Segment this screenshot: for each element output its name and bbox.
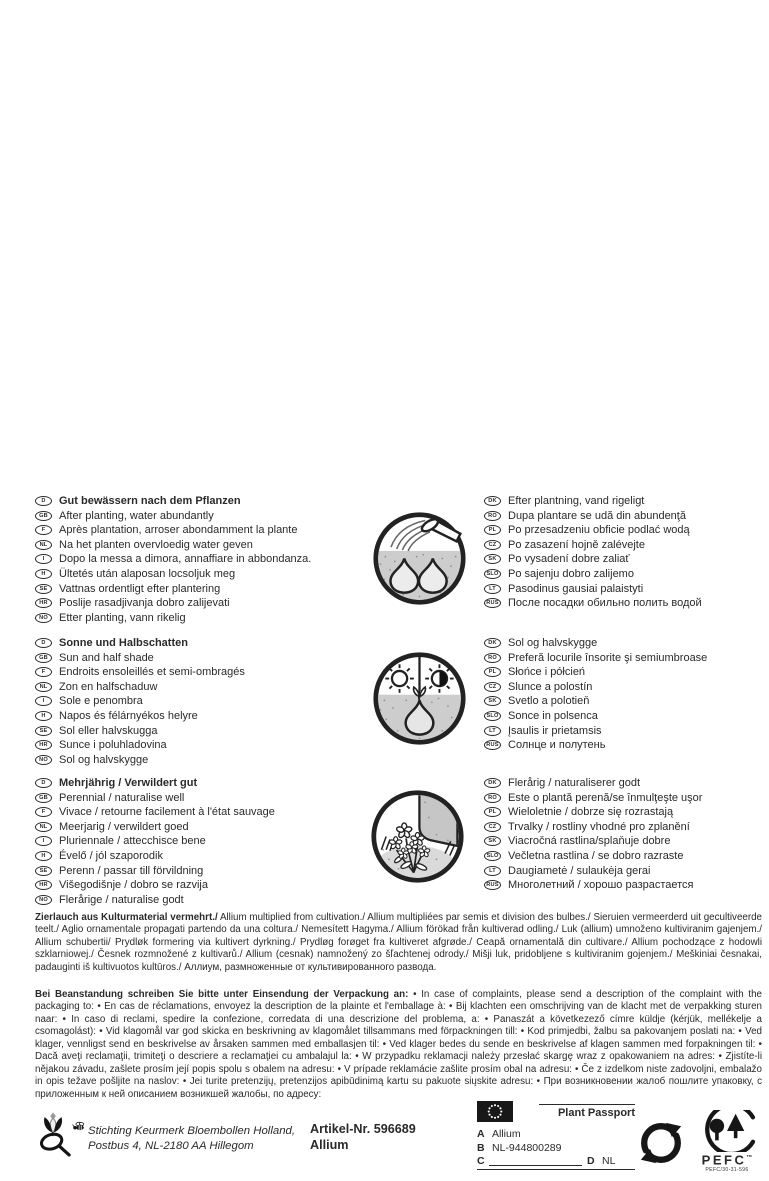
instruction-text: Este o plantă perenă/se înmulţeşte uşor	[508, 791, 703, 804]
section-perennial-left-column	[35, 776, 275, 907]
language-instruction-row	[484, 723, 707, 738]
green-dot-recycling-icon	[640, 1122, 682, 1164]
instruction-text: Na het planten overvloedig water geven	[59, 538, 253, 551]
language-instruction-row	[484, 596, 702, 611]
instruction-text: Meerjarig / verwildert goed	[59, 820, 189, 833]
language-instruction-row	[484, 581, 702, 596]
language-instruction-row	[484, 776, 702, 791]
language-code-badge: SK	[484, 554, 501, 564]
language-instruction-row	[35, 567, 311, 582]
language-instruction-row	[484, 509, 702, 524]
pefc-logo-block	[688, 1110, 766, 1173]
propagation-lead: Zierlauch aus Kulturmaterial vermehrt./	[35, 912, 218, 923]
language-code-badge: RUS	[484, 740, 501, 750]
keurmerk-address-line2: Postbus 4, NL-2180 AA Hillegom	[88, 1139, 254, 1152]
instruction-text: Svetlo a polotieň	[508, 695, 590, 708]
propagation-paragraph	[35, 912, 762, 974]
pefc-trees-icon	[688, 1110, 766, 1152]
language-instruction-row	[484, 820, 702, 835]
instruction-text: Солнце и полутень	[508, 739, 606, 752]
instruction-text: Après plantation, arroser abondamment la plante	[59, 524, 298, 537]
language-code-badge: H	[35, 569, 52, 579]
language-code-badge: LT	[484, 584, 501, 594]
sun-half-shade-icon	[372, 651, 467, 746]
language-code-badge: CZ	[484, 682, 501, 692]
watering-bulbs-icon	[372, 511, 467, 606]
instruction-text: Многолетний / хорошо разрастается	[508, 879, 694, 892]
language-instruction-row	[484, 709, 707, 724]
language-code-badge: NL	[35, 682, 52, 692]
article-number: Artikel-Nr. 596689	[310, 1122, 416, 1136]
instruction-text: Sol og halvskygge	[508, 637, 598, 650]
pp-c-line	[489, 1165, 582, 1166]
instruction-text: Po zasazení hojně zalévejte	[508, 538, 645, 551]
language-instruction-row	[35, 596, 311, 611]
language-code-badge: CZ	[484, 822, 501, 832]
language-code-badge: RO	[484, 793, 501, 803]
language-instruction-row	[35, 636, 245, 651]
instruction-text: Zon en halfschaduw	[59, 680, 158, 693]
language-code-badge: GB	[35, 653, 52, 663]
language-instruction-row	[35, 863, 275, 878]
instruction-text: После посадки обильно полить водой	[508, 597, 702, 610]
language-code-badge: NL	[35, 822, 52, 832]
language-code-badge: F	[35, 525, 52, 535]
article-name: Allium	[310, 1137, 349, 1152]
instruction-text: Daugiametė / sulaukėja gerai	[508, 864, 651, 877]
language-code-badge: LT	[484, 726, 501, 736]
instruction-text: Napos és félárnyékos helyre	[59, 710, 198, 722]
language-code-badge: SLO	[484, 851, 501, 861]
language-code-badge: D	[35, 496, 52, 506]
complaints-paragraph	[35, 989, 762, 1101]
language-code-badge: DK	[484, 778, 501, 788]
language-instruction-row	[35, 849, 275, 864]
language-instruction-row	[484, 738, 707, 753]
pp-bottom-line	[477, 1169, 635, 1170]
pefc-name: PEFC™	[701, 1152, 753, 1168]
language-instruction-row	[35, 878, 275, 893]
plant-passport-row-a	[477, 1128, 521, 1140]
language-code-badge: I	[35, 696, 52, 706]
instruction-text: Słońce i półcień	[508, 666, 586, 679]
instruction-text: Etter planting, vann rikelig	[59, 611, 186, 624]
instruction-text: Pasodinus gausiai palaistyti	[508, 582, 644, 595]
language-instruction-row	[484, 878, 702, 893]
language-instruction-row	[35, 552, 311, 567]
language-instruction-row	[484, 494, 702, 509]
language-instruction-row	[35, 752, 245, 767]
instruction-text: After planting, water abundantly	[59, 509, 214, 522]
language-instruction-row	[35, 523, 311, 538]
language-code-badge: RUS	[484, 598, 501, 608]
instruction-text: Sonne und Halbschatten	[59, 637, 188, 650]
language-instruction-row	[484, 552, 702, 567]
instruction-text: Poslije rasadjivanja dobro zalijevati	[59, 597, 230, 610]
keurmerk-address-line1: Stichting Keurmerk Bloembollen Holland,	[88, 1125, 296, 1137]
article-number-block	[310, 1122, 416, 1154]
plant-passport-box	[477, 1100, 635, 1172]
instruction-text: Po przesadzeniu obficie podlać wodą	[508, 524, 690, 537]
keurmerk-tulip-logo	[37, 1112, 71, 1160]
pp-value-a: Allium	[492, 1128, 521, 1140]
instruction-text: Viacročná rastlina/splaňuje dobre	[508, 835, 671, 848]
instruction-text: Évelő / jól szaporodik	[59, 850, 163, 862]
language-code-badge: PL	[484, 807, 501, 817]
language-instruction-row	[484, 805, 702, 820]
language-instruction-row	[35, 834, 275, 849]
instruction-text: Flerårige / naturalise godt	[59, 893, 184, 906]
language-instruction-row	[35, 694, 245, 709]
language-instruction-row	[484, 680, 707, 695]
language-instruction-row	[484, 665, 707, 680]
instruction-text: Po sajenju dobro zalijemo	[508, 568, 634, 580]
language-instruction-row	[35, 581, 311, 596]
language-code-badge: F	[35, 667, 52, 677]
instruction-text: Efter plantning, vand rigeligt	[508, 495, 645, 508]
instruction-text: Sole e penombra	[59, 695, 143, 708]
instruction-text: Sol eller halvskugga	[59, 724, 158, 737]
language-code-badge: SE	[35, 584, 52, 594]
instruction-text: Po vysadení dobre zaliať	[508, 553, 630, 566]
language-instruction-row	[484, 791, 702, 806]
language-code-badge: SE	[35, 866, 52, 876]
section-watering-right-column	[484, 494, 702, 610]
language-instruction-row	[35, 892, 275, 907]
language-code-badge: PL	[484, 667, 501, 677]
language-instruction-row	[484, 651, 707, 666]
language-instruction-row	[484, 863, 702, 878]
instruction-text: Pluriennale / attecchisce bene	[59, 835, 206, 848]
section-sun-right-column	[484, 636, 707, 752]
instruction-text: Perenn / passar till förvildning	[59, 864, 204, 877]
keurmerk-address	[88, 1124, 295, 1154]
instruction-text: Ültetés után alaposan locsoljuk meg	[59, 568, 236, 580]
plant-passport-row-b	[477, 1142, 561, 1154]
language-instruction-row	[35, 776, 275, 791]
instruction-text: Vattnas ordentligt efter plantering	[59, 582, 221, 595]
plant-passport-row-d	[587, 1155, 615, 1167]
language-code-badge: CZ	[484, 540, 501, 550]
language-code-badge: I	[35, 554, 52, 564]
language-instruction-row	[484, 849, 702, 864]
instruction-text: Preferă locurile însorite şi semiumbroase	[508, 651, 708, 664]
language-instruction-row	[35, 680, 245, 695]
language-instruction-row	[35, 538, 311, 553]
language-code-badge: DK	[484, 638, 501, 648]
instruction-text: Perennial / naturalise well	[59, 791, 185, 804]
pp-label-c: C	[477, 1155, 485, 1167]
language-instruction-row	[35, 651, 245, 666]
language-instruction-row	[35, 610, 311, 625]
language-code-badge: H	[35, 711, 52, 721]
instruction-text: Flerårig / naturaliserer godt	[508, 777, 641, 790]
pp-value-b: NL-944800289	[492, 1142, 562, 1154]
language-instruction-row	[35, 494, 311, 509]
language-code-badge: RUS	[484, 880, 501, 890]
language-code-badge: I	[35, 836, 52, 846]
eu-flag-icon	[477, 1101, 513, 1122]
language-code-badge: GB	[35, 793, 52, 803]
instruction-text: Sol og halvskygge	[59, 753, 149, 766]
language-code-badge: NO	[35, 755, 52, 765]
language-code-badge: HR	[35, 740, 52, 750]
language-code-badge: GB	[35, 511, 52, 521]
language-code-badge: DK	[484, 496, 501, 506]
language-code-badge: F	[35, 807, 52, 817]
language-instruction-row	[35, 820, 275, 835]
instruction-text: Višegodišnje / dobro se razvija	[59, 879, 208, 892]
section-sun-left-column	[35, 636, 245, 767]
language-code-badge: SLO	[484, 569, 501, 579]
language-code-badge: SLO	[484, 711, 501, 721]
language-instruction-row	[484, 636, 707, 651]
language-code-badge: RO	[484, 653, 501, 663]
pefc-certificate-code: PEFC/30-31-596	[705, 1167, 749, 1174]
language-code-badge: NO	[35, 613, 52, 623]
language-code-badge: RO	[484, 511, 501, 521]
pp-value-d: NL	[602, 1155, 616, 1167]
bee-icon	[71, 1121, 86, 1132]
language-instruction-row	[35, 723, 245, 738]
language-code-badge: D	[35, 638, 52, 648]
language-code-badge: NO	[35, 895, 52, 905]
language-instruction-row	[484, 834, 702, 849]
language-instruction-row	[484, 523, 702, 538]
instruction-text: Vivace / retourne facilement à l'état sauvage	[59, 806, 275, 819]
language-code-badge: SK	[484, 696, 501, 706]
propagation-body: Allium multiplied from cultivation./ Allium multipliées par semis et division des bulbes./ Sieruien vermeerderd uit gecultiveerde teelt./ Aglio ornamentale propagati partendo da una coltura./ Nemesített Hagyma./ Allium förökad från kultiverad odling./ Luk (allium) umnoženo kultiviranim gajenjem./ Allium schubertii/ Prydløk formering via kultivert dyrkning./ Prydløg forøget fra kultiveret afgrøde./ Ceapă ornamentală din cultivare./ Allium pochodzące z hodowli szklarniowej./ Česnek rozmnožené z kultivarů./ Allium (cesnak) namnožený zo šľachtenej odrody./ Mišji luk, pridobljene s kultiviranim gojenjem./ Meškiniai česnakai, padauginti iš kultivuotos kultūros./ Аллиум, размноженные от культивированного развода.	[35, 912, 762, 973]
language-code-badge: HR	[35, 598, 52, 608]
language-code-badge: NL	[35, 540, 52, 550]
instruction-text: Sun and half shade	[59, 651, 154, 664]
complaints-body: • In case of complaints, please send a description of the complaint with the packaging to: • En cas de réclamations, envoyez la description de la plainte et l'emballage à: • Bij klachten een omschrijving van de klacht met de verpakking sturen naar: • In caso di reclami, spedire la confezione, corredata di una descrizione del problema, a: • Panaszát a következező címre küldje (kérjük, mellékelje a csomagolást): • Vid klagomål var god skicka en beskrivning av klagomålet tillsammans med förpackningen till: • Kod primjedbi, žalbu sa pakovanjem poslati na: • Ved klager, vennligst send en beskrivelse av årsaken sammen med emballasjen til: • Ved klager bedes du sende en beskrivelse af klagen sammen med forpakningen til: • Dacă aveţi reclamaţii, trimiteţi o descriere a reclamaţiei cu ambalajul la: • W przypadku reklamacji należy przesłać skargę wraz z opakowaniem na adres: • Zjistíte-li nějakou závadu, zašlete prosím její popis spolu s obalem na adresu: • V prípade reklamácie zašlite prosím obal na adresu: • Če z izdelkom niste zadovoljni, embalažo in opis težave pošljite na naslov: • Jei turite pretenzijų, pretenzijos apibūdinimą kartu su pakuote siųskite adresu: • При возникновении жалоб пошлите упаковку, с приложенным к ней описанием возникшей жалобы, по адресу:	[35, 989, 762, 1100]
plant-passport-title: Plant Passport	[539, 1104, 635, 1119]
pefc-trademark: ™	[746, 1155, 753, 1161]
naturalising-flowers-icon	[370, 789, 465, 884]
instruction-text: Sonce in polsenca	[508, 710, 598, 722]
instruction-text: Dopo la messa a dimora, annaffiare in abbondanza.	[59, 553, 312, 566]
instruction-text: Wieloletnie / dobrze się rozrastają	[508, 806, 674, 819]
complaints-lead: Bei Beanstandung schreiben Sie bitte unter Einsendung der Verpackung an:	[35, 989, 409, 1000]
instruction-text: Gut bewässern nach dem Pflanzen	[59, 495, 241, 508]
language-instruction-row	[484, 538, 702, 553]
language-code-badge: H	[35, 851, 52, 861]
language-code-badge: SE	[35, 726, 52, 736]
language-code-badge: D	[35, 778, 52, 788]
language-code-badge: PL	[484, 525, 501, 535]
language-code-badge: LT	[484, 866, 501, 876]
language-code-badge: SK	[484, 836, 501, 846]
language-instruction-row	[35, 709, 245, 724]
language-instruction-row	[35, 791, 275, 806]
pp-label-b: B	[477, 1142, 485, 1154]
instruction-text: Slunce a polostín	[508, 680, 593, 693]
pp-label-a: A	[477, 1128, 485, 1140]
instruction-text: Sunce i poluhladovina	[59, 739, 167, 752]
language-instruction-row	[35, 509, 311, 524]
instruction-text: Dupa plantare se udă din abundenţă	[508, 509, 686, 522]
instruction-text: Mehrjährig / Verwildert gut	[59, 777, 198, 790]
language-instruction-row	[35, 805, 275, 820]
pp-label-d: D	[587, 1155, 595, 1167]
instruction-text: Endroits ensoleillés et semi-ombragés	[59, 666, 245, 679]
section-perennial-right-column	[484, 776, 702, 892]
language-instruction-row	[484, 567, 702, 582]
instruction-text: Įsaulis ir prietamsis	[508, 724, 602, 737]
language-instruction-row	[484, 694, 707, 709]
instruction-text: Trvalky / rostliny vhodné pro zplanění	[508, 820, 690, 833]
language-code-badge: HR	[35, 880, 52, 890]
language-instruction-row	[35, 738, 245, 753]
section-watering-left-column	[35, 494, 311, 625]
language-instruction-row	[35, 665, 245, 680]
instruction-text: Večletna rastlina / se dobro razraste	[508, 850, 684, 862]
